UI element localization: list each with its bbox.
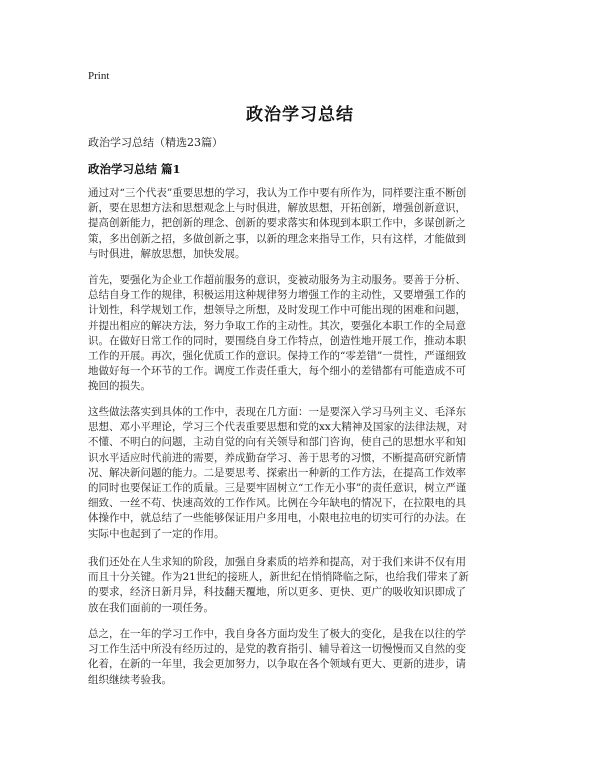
paragraph-line: 我们还处在人生求知的阶段，加强自身素质的培养和提高，对于我们来讲不仅有用: [88, 556, 466, 568]
paragraph-line: 提高创新能力，把创新的理念、创新的要求落实和体现到本职工作中，多谋创新之: [88, 217, 466, 230]
paragraph-line: 识水平适应时代前进的需要，养成勤奋学习、善于思考的习惯，不断提高研究新情: [88, 451, 466, 464]
paragraph-line: 总结自身工作的规律，积极运用这种规律努力增强工作的主动性，又要增强工作的: [88, 289, 466, 302]
paragraph-line: 这些做法落实到具体的工作中，表现在几方面：一是要深入学习马列主义、毛泽东: [88, 406, 466, 418]
document-subtitle: 政治学习总结（精选23篇）: [88, 136, 223, 149]
print-link[interactable]: Print: [88, 70, 110, 82]
paragraph-line: 工作的开展。再次，强化优质工作的意识。保持工作的“零差错”一贯性，严谨细致: [88, 350, 467, 363]
paragraph-line: 挽回的损失。: [88, 380, 151, 393]
paragraph-line: 不懂、不明白的问题，主动自觉的向有关领导和部门咨询，使自己的思想水平和知: [88, 436, 466, 449]
paragraph-1: [88, 186, 516, 262]
paragraph-line: 新，要在思想方法和思想观念上与时俱进，解放思想，开拓创新，增强创新意识，: [88, 202, 466, 215]
paragraph-line: 与时俱进，解放思想，加快发展。: [88, 247, 246, 260]
paragraph-line: 首先，要强化为企业工作超前服务的意识，变被动服务为主动服务。要善于分析、: [88, 274, 466, 286]
paragraph-line: 习工作生活中所没有经历过的，是党的教育指引、辅导着这一切慢慢而又自然的变: [88, 643, 466, 656]
paragraph-line: 化着，在新的一年里，我会更加努力，以争取在各个领域有更大、更新的进步，请: [88, 658, 466, 671]
paragraph-line: 放在我们面前的一项任务。: [88, 601, 214, 614]
paragraph-2: [88, 273, 516, 395]
section-heading: 政治学习总结 篇1: [88, 162, 181, 176]
paragraph-line: 地做好每一个环节的工作。调度工作责任重大，每个细小的差错都有可能造成不可: [88, 365, 466, 378]
paragraph-4: [88, 555, 516, 616]
paragraph-line: 况、解决新问题的能力。二是要思考、探索出一种新的工作方法，在提高工作效率: [88, 466, 466, 479]
paragraph-line: 体操作中，就总结了一些能够保证用户多用电，小限电拉电的切实可行的办法。在: [88, 512, 466, 525]
page-title: 政治学习总结: [246, 105, 354, 125]
paragraph-3: [88, 405, 516, 542]
paragraph-line: 实际中也起到了一定的作用。: [88, 527, 225, 540]
paragraph-line: 总之，在一年的学习工作中，我自身各方面均发生了极大的变化，是我在以往的学: [88, 628, 466, 640]
paragraph-line: 并提出相应的解决方法，努力争取工作的主动性。其次，要强化本职工作的全局意: [88, 319, 466, 332]
paragraph-line: 通过对“三个代表”重要思想的学习，我认为工作中要有所作为，同样要注重不断创: [88, 187, 467, 199]
paragraph-line: 而且十分关键。作为21世纪的接班人，新世纪在悄悄降临之际，也给我们带来了新: [88, 571, 469, 584]
paragraph-line: 的同时也要保证工作的质量。三是要牢固树立“工作无小事”的责任意识，树立严谨: [88, 482, 467, 495]
paragraph-line: 策，多出创新之招，多做创新之事，以新的理念来指导工作，只有这样，才能做到: [88, 232, 466, 245]
paragraph-line: 思想、邓小平理论，学习三个代表重要思想和党的xx大精神及国家的法律法规，对: [88, 421, 468, 434]
paragraph-line: 组织继续考验我。: [88, 673, 172, 686]
paragraph-line: 识。在做好日常工作的同时，要围绕自身工作特点，创造性地开展工作，推动本职: [88, 334, 466, 347]
paragraph-5: [88, 627, 516, 688]
paragraph-line: 计划性，科学规划工作，想领导之所想，及时发现工作中可能出现的困难和问题，: [88, 304, 466, 317]
paragraph-line: 细致、一丝不苟、快速高效的工作作风。比例在今年缺电的情况下，在拉限电的具: [88, 497, 466, 510]
paragraph-line: 的要求，经济日新月异，科技翻天覆地，所以更多、更快、更广的吸收知识即成了: [88, 586, 466, 599]
